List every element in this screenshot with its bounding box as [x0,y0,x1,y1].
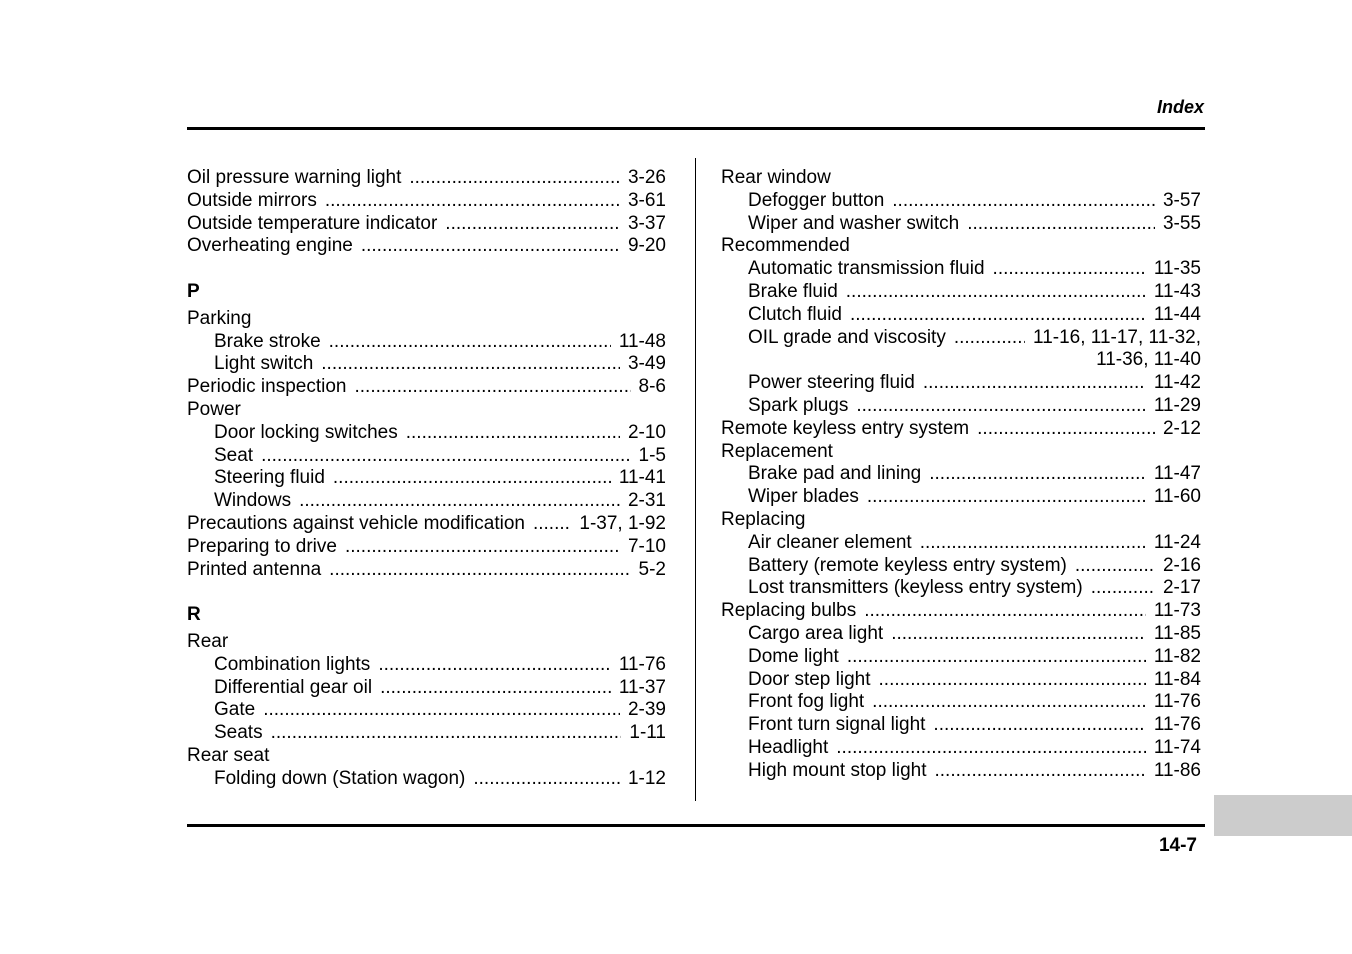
footer-rule [187,824,1205,827]
index-subentry: Power steering fluid ..... 11-42 [721,372,1201,395]
index-subentry: Folding down (Station wagon) ..... 1-12 [187,768,666,791]
index-subentry: Differential gear oil ..... 11-37 [187,677,666,700]
index-subentry: OIL grade and viscosity ..... 11-16, 11-17, 11-32, [721,327,1201,350]
index-subentry: Gate ..... 2-39 [187,699,666,722]
index-subentry: Headlight ..... 11-74 [721,737,1201,760]
index-heading: Power [187,398,241,420]
section-letter-p: P [187,280,200,302]
index-subentry: Lost transmitters (keyless entry system) ..... 2-17 [721,577,1201,600]
index-heading: Replacing [721,508,806,530]
index-entry: Printed antenna ..... 5-2 [187,559,666,582]
index-entry: Preparing to drive ..... 7-10 [187,536,666,559]
index-subentry: Steering fluid ..... 11-41 [187,467,666,490]
index-subentry: Spark plugs ..... 11-29 [721,395,1201,418]
page-number: 14-7 [1158,835,1197,856]
index-subentry: High mount stop light ..... 11-86 [721,760,1201,783]
index-entry: Oil pressure warning light ..... 3-26 [187,167,666,190]
index-subentry: Wiper and washer switch ..... 3-55 [721,213,1201,236]
column-divider [695,158,696,801]
index-subentry: Front turn signal light ..... 11-76 [721,714,1201,737]
index-entry: Periodic inspection ..... 8-6 [187,376,666,399]
index-subentry: Brake stroke ..... 11-48 [187,331,666,354]
index-subentry: Dome light ..... 11-82 [721,646,1201,669]
index-subentry: Automatic transmission fluid ..... 11-35 [721,258,1201,281]
index-subentry: Seat ..... 1-5 [187,445,666,468]
index-subentry: Defogger button ..... 3-57 [721,190,1201,213]
index-entry: Overheating engine ..... 9-20 [187,235,666,258]
index-heading: Parking [187,307,252,329]
index-entry: Outside temperature indicator ..... 3-37 [187,213,666,236]
index-heading: Replacement [721,440,833,462]
section-letter-r: R [187,604,201,626]
index-subentry: Seats ..... 1-11 [187,722,666,745]
index-subentry: Door step light ..... 11-84 [721,669,1201,692]
index-heading: Recommended [721,235,850,257]
index-subentry: Clutch fluid ..... 11-44 [721,304,1201,327]
index-subentry: Brake pad and lining ..... 11-47 [721,463,1201,486]
header-rule [187,127,1205,130]
header-title: Index [1156,97,1204,117]
index-heading: Rear window [721,167,831,188]
index-subentry-continuation: 11-36, 11-40 [1096,349,1201,371]
index-entry: Precautions against vehicle modification ..... 1-37, 1-92 [187,513,666,536]
index-entry: Replacing bulbs ..... 11-73 [721,600,1201,623]
index-subentry: Door locking switches ..... 2-10 [187,422,666,445]
index-subentry: Front fog light ..... 11-76 [721,691,1201,714]
index-subentry: Wiper blades ..... 11-60 [721,486,1201,509]
index-subentry: Brake fluid ..... 11-43 [721,281,1201,304]
index-subentry: Battery (remote keyless entry system) ..... 2-16 [721,555,1201,578]
index-entry: Outside mirrors ..... 3-61 [187,190,666,213]
section-tab-marker [1214,795,1352,836]
index-subentry: Combination lights ..... 11-76 [187,654,666,677]
index-subentry: Windows ..... 2-31 [187,490,666,513]
index-entry: Remote keyless entry system ..... 2-12 [721,418,1201,441]
index-subentry: Cargo area light ..... 11-85 [721,623,1201,646]
index-heading: Rear seat [187,744,270,766]
index-subentry: Air cleaner element ..... 11-24 [721,532,1201,555]
index-column-left [187,167,666,791]
index-column-right [721,167,1201,783]
index-heading: Rear [187,630,229,652]
index-subentry: Light switch ..... 3-49 [187,353,666,376]
